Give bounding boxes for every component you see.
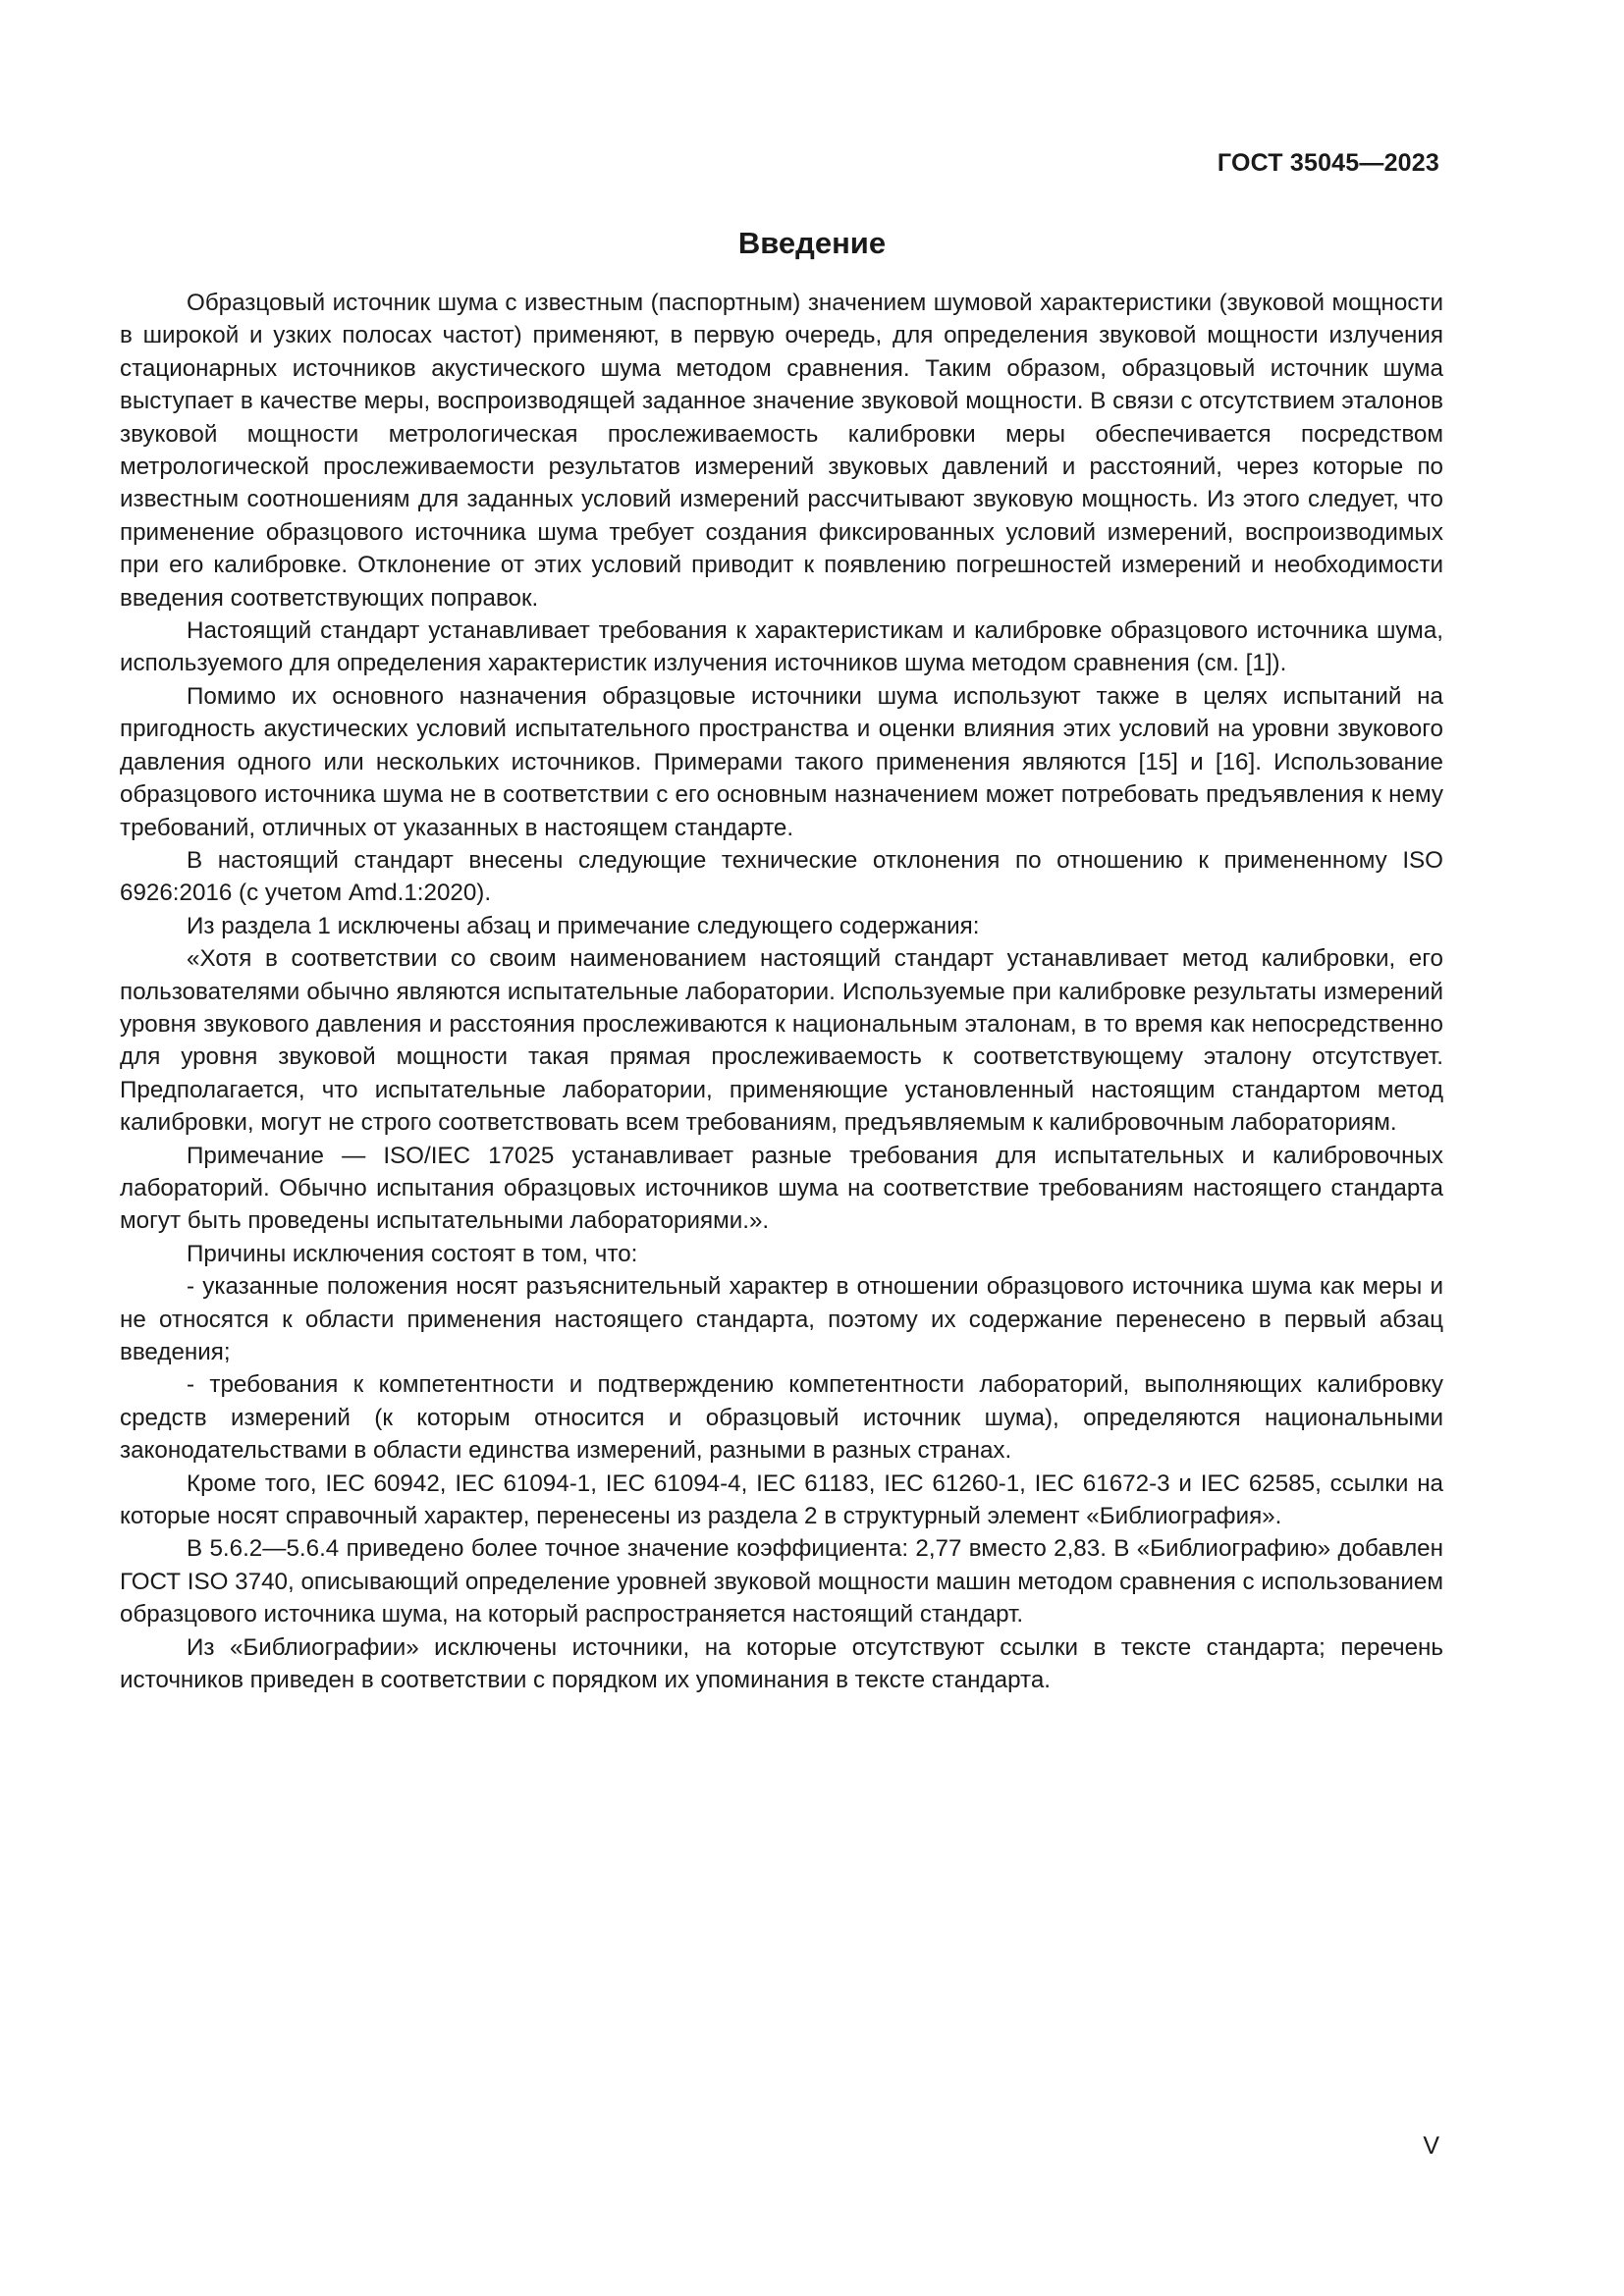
paragraph: Из «Библиографии» исключены источники, на которые отсутствуют ссылки в тексте стандарта; перечень источников приведен в соответствии с порядком их упоминания в тексте стандарта.: [120, 1633, 1443, 1694]
paragraph: Причины исключения состоят в том, что:: [187, 1240, 638, 1267]
document-code: ГОСТ 35045—2023: [1217, 149, 1439, 177]
body-text: [120, 287, 1443, 1696]
note-paragraph: Примечание — ISO/IEC 17025 устанавливает разные требования для испытательных и калибровочных лабораторий. Обычно испытания образцовых источников шума на соответствие требованиям настоящего стандарта могут быть проведены испытательными лабораториями.».: [120, 1142, 1443, 1235]
paragraph: В настоящий стандарт внесены следующие технические отклонения по отношению к примененному ISO 6926:2016 (с учетом Amd.1:2020).: [120, 846, 1443, 907]
paragraph: В 5.6.2—5.6.4 приведено более точное значение коэффициента: 2,77 вместо 2,83. В «Библиографию» добавлен ГОСТ ISO 3740, описывающий определение уровней звуковой мощности машин методом сравнения с использованием образцового источника шума, на который распространяется настоящий стандарт.: [120, 1535, 1443, 1629]
page-number: V: [1423, 2132, 1439, 2160]
paragraph: Образцовый источник шума с известным (паспортным) значением шумовой характеристики (звуковой мощности в широкой и узких полосах частот) применяют, в первую очередь, для определения звуковой мощности излучения стационарных источников акустического шума методом сравнения. Таким образом, образцовый источник шума выступает в качестве меры, воспроизводящей заданное значение звуковой мощности. В связи с отсутствием эталонов звуковой мощности метрологическая прослеживаемость калибровки меры обеспечивается посредством метрологической прослеживаемости результатов измерений звуковых давлений и расстояний, через которые по известным соотношениям для заданных условий измерений рассчитывают звуковую мощность. Из этого следует, что применение образцового источника шума требует создания фиксированных условий измерений, воспроизводимых при его калибровке. Отклонение от этих условий приводит к появлению погрешностей измерений и необходимости введения соответствующих поправок.: [120, 290, 1443, 612]
list-item: - указанные положения носят разъяснительный характер в отношении образцового источника шума как меры и не относятся к области применения настоящего стандарта, поэтому их содержание перенесено в первый абзац введения;: [120, 1273, 1443, 1365]
paragraph: Кроме того, IEC 60942, IEC 61094-1, IEC 61094-4, IEC 61183, IEC 61260-1, IEC 61672-3 и IEC 62585, ссылки на которые носят справочный характер, перенесены из раздела 2 в структурный элемент «Библиография».: [120, 1469, 1443, 1530]
paragraph: Настоящий стандарт устанавливает требования к характеристикам и калибровке образцового источника шума, используемого для определения характеристик излучения источников шума методом сравнения (см. [1]).: [120, 617, 1443, 677]
quoted-paragraph: «Хотя в соответствии со своим наименованием настоящий стандарт устанавливает метод калибровки, его пользователями обычно являются испытательные лаборатории. Используемые при калибровке результаты измерений уровня звукового давления и расстояния прослеживаются к национальным эталонам, в то время как непосредственно для уровня звуковой мощности такая прямая прослеживаемость к соответствующему эталону отсутствует. Предполагается, что испытательные лаборатории, применяющие установленный настоящим стандартом метод калибровки, могут не строго соответствовать всем требованиям, предъявляемым к калибровочным лабораториям.: [120, 945, 1443, 1137]
paragraph: Из раздела 1 исключены абзац и примечание следующего содержания:: [187, 912, 980, 939]
section-heading: Введение: [737, 226, 887, 260]
paragraph: Помимо их основного назначения образцовые источники шума используют также в целях испытаний на пригодность акустических условий испытательного пространства и оценки влияния этих условий на уровни звукового давления одного или нескольких источников. Примерами такого применения являются [15] и [16]. Использование образцового источника шума не в соответствии с его основным назначением может потребовать предъявления к нему требований, отличных от указанных в настоящем стандарте.: [120, 682, 1443, 841]
list-item: - требования к компетентности и подтверждению компетентности лабораторий, выполняющих калибровку средств измерений (к которым относится и образцовый источник шума), определяются национальными законодательствами в области единства измерений, разными в разных странах.: [120, 1371, 1443, 1465]
